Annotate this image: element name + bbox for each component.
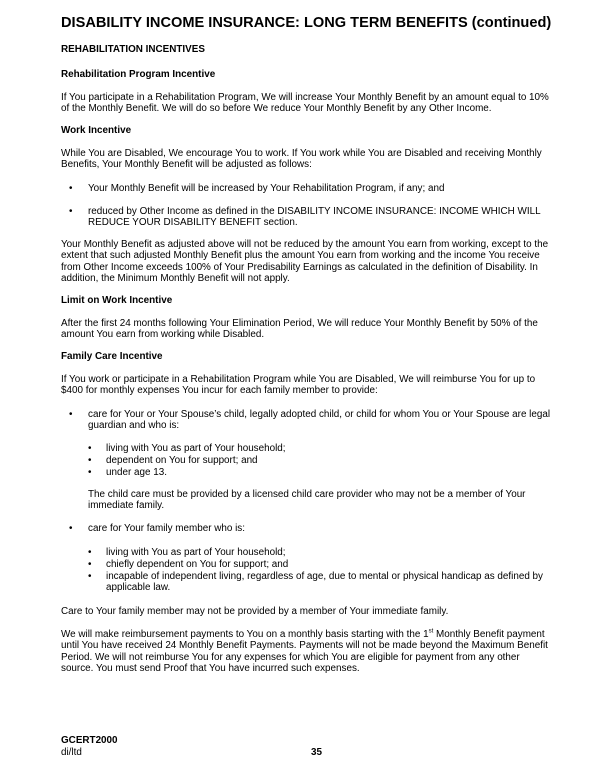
bullet-icon: •	[69, 183, 73, 194]
bullet-icon: •	[69, 206, 73, 217]
ordinal-suffix: st	[428, 628, 434, 635]
bullet-icon: •	[88, 443, 92, 454]
family-paragraph: If You work or participate in a Rehabilitation Program while You are Disabled, We will reimburse You for up to $400 for monthly expenses You incur for each family member to provide:	[61, 374, 536, 397]
page-number: 35	[311, 747, 322, 758]
bullet-icon: •	[88, 455, 92, 466]
family-heading: Family Care Incentive	[61, 351, 163, 362]
work-paragraph: While You are Disabled, We encourage You to work. If You work while You are Disabled and receiving Monthly Benefits, Your Monthly Benefit will be adjusted as follows:	[61, 148, 542, 171]
care-note: Care to Your family member may not be provided by a member of Your immediate family.	[61, 606, 449, 617]
page-title: DISABILITY INCOME INSURANCE: LONG TERM BENEFITS (continued)	[61, 15, 552, 31]
child-condition: under age 13.	[106, 467, 167, 478]
reimbursement-text-a: We will make reimbursement payments to You on a monthly basis starting with the 1	[61, 629, 429, 640]
reimbursement-paragraph	[61, 629, 551, 675]
bullet-icon: •	[88, 547, 92, 558]
limit-paragraph: After the first 24 months following Your Elimination Period, We will reduce Your Monthly Benefit by 50% of the amount You earn from working while Disabled.	[61, 318, 538, 341]
child-condition: living with You as part of Your household;	[106, 443, 286, 454]
bullet-icon: •	[88, 559, 92, 570]
member-condition: incapable of independent living, regardless of age, due to mental or physical handicap as defined by applicable law.	[106, 571, 543, 594]
member-condition: chiefly dependent on You for support; and	[106, 559, 289, 570]
family-bullet-child: care for Your or Your Spouse’s child, legally adopted child, or child for whom You or Your Spouse are legal guardian and who is:	[88, 409, 551, 432]
member-condition: living with You as part of Your household;	[106, 547, 286, 558]
form-code: GCERT2000	[61, 735, 118, 746]
reimbursement-text-b: Monthly Benefit payment until You have received 24 Monthly Benefit Payments. Payments will not be made beyond the Maximum Benefit Period. We will not reimburse You for any expenses for which You are eligible for payment from any other source. You must send Proof that You have incurred such expenses.	[61, 629, 548, 675]
work-bullet: reduced by Other Income as defined in the DISABILITY INCOME INSURANCE: INCOME WHICH WILL REDUCE YOUR DISABILITY BENEFIT section.	[88, 206, 541, 229]
limit-heading: Limit on Work Incentive	[61, 295, 173, 306]
form-subcode: di/ltd	[61, 747, 82, 758]
child-condition: dependent on You for support; and	[106, 455, 258, 466]
family-bullet-member: care for Your family member who is:	[88, 523, 245, 534]
bullet-icon: •	[69, 523, 73, 534]
work-paragraph-2: Your Monthly Benefit as adjusted above will not be reduced by the amount You earn from working, except to the extent that such adjusted Monthly Benefit plus the amount You earn from working and the income You receive from Other Income exceeds 100% of Your Predisability Earnings as calculated in the definition of Disability. In addition, the Minimum Monthly Benefit will not apply.	[61, 239, 549, 285]
work-bullet: Your Monthly Benefit will be increased by Your Rehabilitation Program, if any; and	[88, 183, 445, 194]
section-heading: REHABILITATION INCENTIVES	[61, 44, 205, 55]
work-heading: Work Incentive	[61, 125, 132, 136]
child-care-note: The child care must be provided by a licensed child care provider who may not be a member of Your immediate family.	[88, 489, 526, 512]
bullet-icon: •	[88, 571, 92, 582]
rehab-paragraph: If You participate in a Rehabilitation Program, We will increase Your Monthly Benefit by an amount equal to 10% of the Monthly Benefit. We will do so before We reduce Your Monthly Benefit by any Other Income.	[61, 92, 549, 115]
bullet-icon: •	[69, 409, 73, 420]
rehab-heading: Rehabilitation Program Incentive	[61, 69, 216, 80]
bullet-icon: •	[88, 467, 92, 478]
